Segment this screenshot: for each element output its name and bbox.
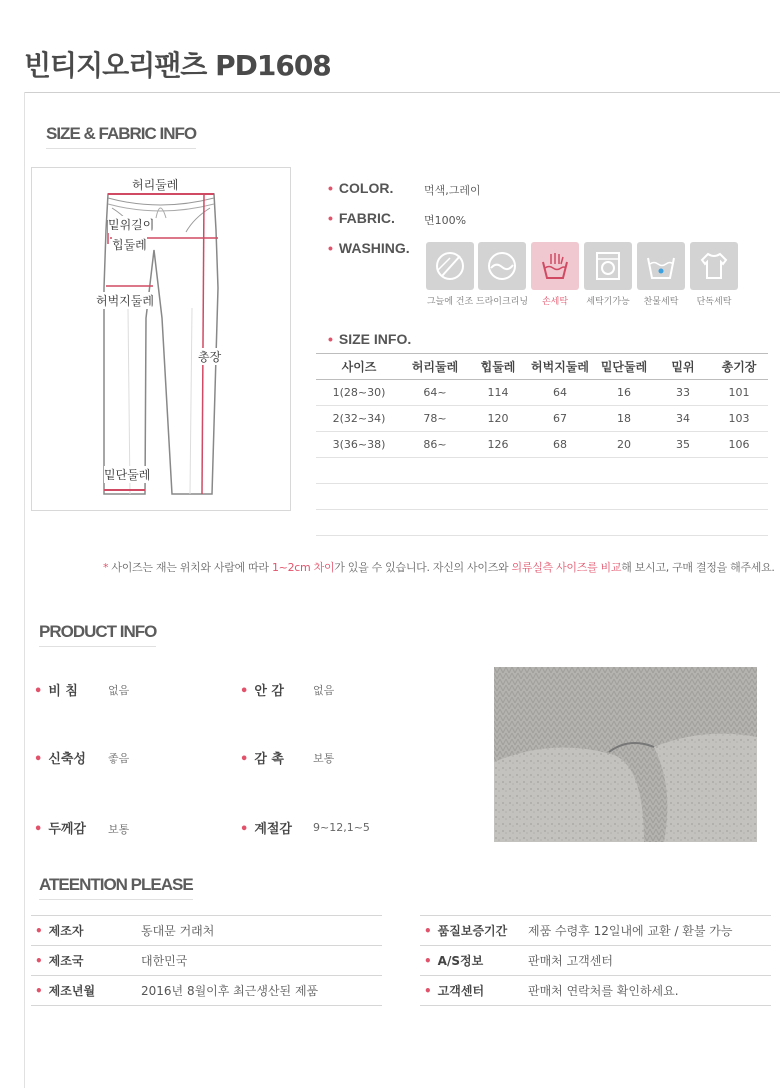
customer-center-value: 판매처 연락처를 확인하세요. xyxy=(528,976,771,1006)
manufacture-date-value: 2016년 8월이후 최근생산된 제품 xyxy=(141,976,382,1006)
title-divider xyxy=(24,92,780,93)
page-title: 빈티지오리팬츠 PD1608 xyxy=(24,49,331,82)
table-row: 2(32~34) 78~ 120 67 18 34 103 xyxy=(316,406,768,432)
manufacture-date-label: 제조년월 xyxy=(48,984,96,998)
size-note: * 사이즈는 재는 위치와 사람에 따라 1~2cm 차이가 있을 수 있습니다. 자신의 사이즈와 의류실측 사이즈를 비교해 보시고, 구매 결정을 해주세요. xyxy=(103,561,775,574)
pinfo-stretch-label: • 신축성 xyxy=(34,752,86,767)
table-row-empty xyxy=(316,458,768,484)
left-border xyxy=(24,92,25,1088)
pants-outline-icon xyxy=(32,168,292,512)
hip-label: 힙둘레 xyxy=(112,238,147,252)
length-label: 총장 xyxy=(198,350,222,364)
product-info-heading: PRODUCT INFO xyxy=(39,622,156,647)
shade-dry-icon xyxy=(426,242,474,290)
wash-hand-wash: 손세탁 xyxy=(531,242,579,307)
table-row: • 제조국 대한민국 xyxy=(31,946,382,976)
table-row: 1(28~30) 64~ 114 64 16 33 101 xyxy=(316,380,768,406)
pinfo-lining-value: 없음 xyxy=(313,684,335,697)
pinfo-season-label: • 계절감 xyxy=(240,822,292,837)
col-hem: 밑단둘레 xyxy=(592,354,656,380)
fabric-spec-value: 면100% xyxy=(424,214,467,227)
washing-spec-label: • WASHING. xyxy=(328,240,410,256)
pinfo-stretch-value: 좋음 xyxy=(108,752,130,765)
pinfo-texture-value: 보통 xyxy=(313,752,335,765)
table-row: 3(36~38) 86~ 126 68 20 35 106 xyxy=(316,432,768,458)
table-row: • 고객센터 판매처 연락처를 확인하세요. xyxy=(420,976,771,1006)
wash-separate: 단독세탁 xyxy=(690,242,738,307)
pinfo-thickness-value: 보통 xyxy=(108,823,130,836)
table-row: • 제조자 동대문 거래처 xyxy=(31,916,382,946)
size-table-header xyxy=(316,354,768,380)
wash-dry-clean: 드라이크리닝 xyxy=(478,242,526,307)
table-row: • 제조년월 2016년 8월이후 최근생산된 제품 xyxy=(31,976,382,1006)
fabric-closeup-image xyxy=(494,667,757,842)
pinfo-transparency-label: • 비 침 xyxy=(34,684,78,699)
cold-water-icon xyxy=(637,242,685,290)
pinfo-transparency-value: 없음 xyxy=(108,684,130,697)
thigh-label: 허벅지둘레 xyxy=(96,294,154,308)
pants-measure-diagram xyxy=(31,167,291,511)
size-fabric-heading: SIZE & FABRIC INFO xyxy=(46,124,196,149)
customer-center-label: 고객센터 xyxy=(437,984,485,998)
manufacturer-label: 제조자 xyxy=(48,924,84,938)
as-info-value: 판매처 고객센터 xyxy=(528,946,771,976)
as-info-label: A/S정보 xyxy=(437,954,484,968)
washing-machine-icon xyxy=(584,242,632,290)
warranty-label: 품질보증기간 xyxy=(437,924,508,938)
wash-shade-dry: 그늘에 건조 xyxy=(426,242,474,307)
pinfo-thickness-label: • 두께감 xyxy=(34,822,86,837)
rise-label: 밑위길이 xyxy=(108,218,155,232)
table-row-empty xyxy=(316,510,768,536)
hand-wash-icon xyxy=(531,242,579,290)
attention-table-right xyxy=(420,915,771,1006)
warranty-value: 제품 수령후 12일내에 교환 / 환불 가능 xyxy=(528,916,771,946)
size-table xyxy=(316,353,768,536)
col-size: 사이즈 xyxy=(316,354,402,380)
waist-label: 허리둘레 xyxy=(132,178,179,192)
origin-value: 대한민국 xyxy=(141,946,382,976)
col-length: 총기장 xyxy=(710,354,768,380)
dry-clean-icon xyxy=(478,242,526,290)
col-hip: 힙둘레 xyxy=(468,354,528,380)
pinfo-season-value: 9~12,1~5 xyxy=(313,821,370,834)
color-spec-value: 먹색,그레이 xyxy=(424,184,481,197)
manufacturer-value: 동대문 거래처 xyxy=(141,916,382,946)
size-info-label: • SIZE INFO. xyxy=(328,331,412,347)
wash-cold-water: 찬물세탁 xyxy=(637,242,685,307)
attention-table-left xyxy=(31,915,382,1006)
table-row-empty xyxy=(316,484,768,510)
separate-wash-icon xyxy=(690,242,738,290)
color-spec-label: • COLOR. xyxy=(328,180,394,196)
pinfo-texture-label: • 감 촉 xyxy=(240,752,284,767)
origin-label: 제조국 xyxy=(48,954,84,968)
attention-heading: ATEENTION PLEASE xyxy=(39,875,193,900)
hem-label: 밑단둘레 xyxy=(104,468,151,482)
table-row: • 품질보증기간 제품 수령후 12일내에 교환 / 환불 가능 xyxy=(420,916,771,946)
col-thigh: 허벅지둘레 xyxy=(528,354,592,380)
table-row: • A/S정보 판매처 고객센터 xyxy=(420,946,771,976)
col-rise: 밑위 xyxy=(656,354,710,380)
pinfo-lining-label: • 안 감 xyxy=(240,684,284,699)
fabric-spec-label: • FABRIC. xyxy=(328,210,395,226)
wash-machine: 세탁기가능 xyxy=(584,242,632,307)
col-waist: 허리둘레 xyxy=(402,354,468,380)
